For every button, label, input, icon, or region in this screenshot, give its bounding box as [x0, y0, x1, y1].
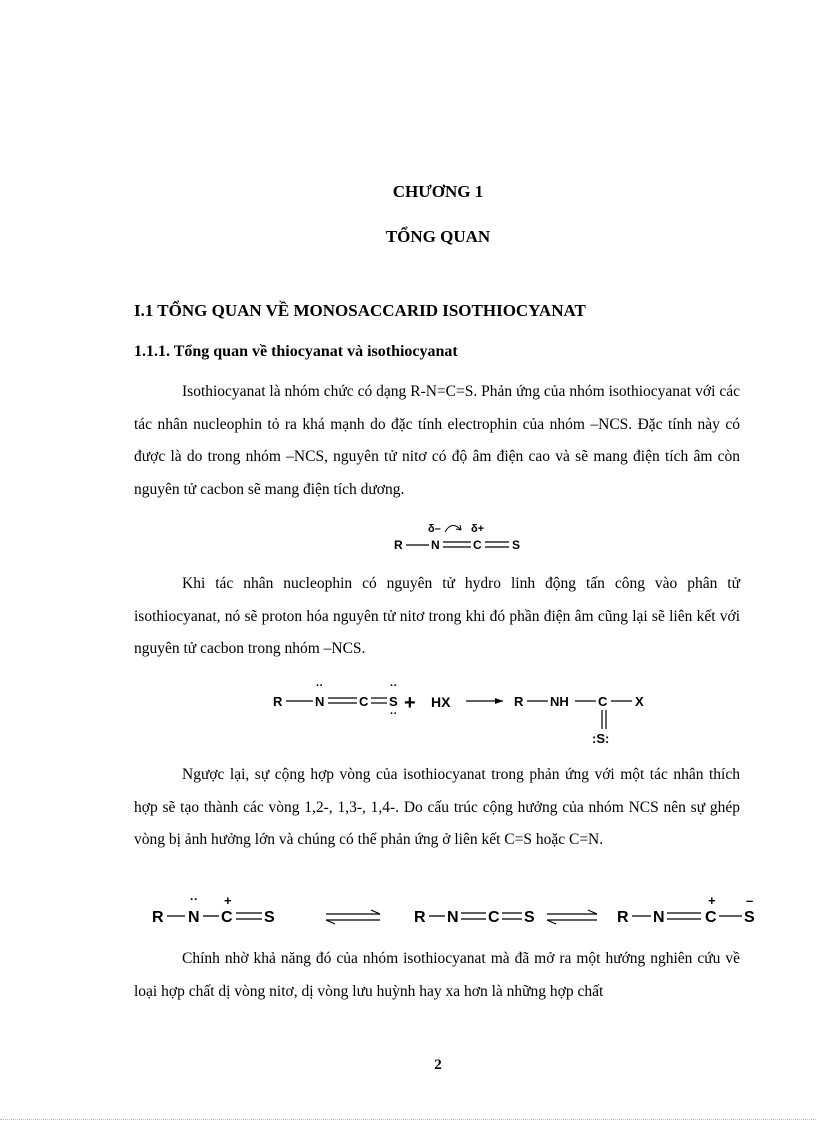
scheme2-n: N: [315, 694, 325, 709]
scheme3-b-n: N: [447, 909, 459, 926]
scheme2-product-x: X: [635, 694, 644, 709]
scheme3-a-c-plus: +: [224, 893, 232, 908]
scheme3-a-n: N: [188, 909, 200, 926]
page-bottom-divider: [0, 1119, 816, 1120]
paragraph-2: Khi tác nhân nucleophin có nguyên tử hydro linh động tấn công vào phân tử isothiocyanat, nó sẽ proton hóa nguyên tử nitơ trong khi đó phần điện âm cũng lại sẽ liên kết với nguyên tử cacbon trong nhóm –NCS.: [134, 575, 740, 657]
scheme2-product-r: R: [514, 694, 524, 709]
scheme3-c-s: S: [744, 909, 755, 926]
subsection-heading: 1.1.1. Tổng quan về thiocyanat và isothiocyanat: [134, 343, 458, 360]
scheme2-r: R: [273, 694, 283, 709]
scheme3-c-n: N: [653, 909, 665, 926]
paragraph-4: Chính nhờ khả năng đó của nhóm isothiocyanat mà đã mở ra một hướng nghiên cứu về loại hợp chất dị vòng nitơ, dị vòng lưu huỳnh hay xa hơn là những hợp chất: [134, 950, 740, 1000]
scheme3-b-s: S: [524, 909, 535, 926]
scheme1-s: S: [512, 538, 521, 552]
scheme2-product-nh: NH: [550, 694, 569, 709]
scheme1-delta-pos: δ+: [471, 523, 485, 535]
scheme2-n-dots: ··: [316, 680, 324, 692]
scheme3-a-n-dots: ··: [190, 892, 198, 906]
scheme3-b-r: R: [414, 909, 426, 926]
scheme2-product-c: C: [598, 694, 608, 709]
scheme2-product-s: :S:: [592, 731, 610, 746]
paragraph-3: Ngược lại, sự cộng hợp vòng của isothiocyanat trong phản ứng với một tác nhân thích hợp sẽ tạo thành các vòng 1,2-, 1,3-, 1,4-. Do cấu trúc cộng hưởng của nhóm NCS nên sự ghép vòng bị ảnh hưởng lớn và chúng có thể phản ứng ở liên kết C=S hoặc C=N.: [134, 766, 740, 848]
scheme1-r: R: [394, 538, 403, 552]
scheme3-a-r: R: [152, 909, 164, 926]
scheme3-c-r: R: [617, 909, 629, 926]
scheme1-c: C: [473, 538, 482, 552]
scheme3-c-c-plus: +: [708, 893, 716, 908]
scheme2-hx: HX: [431, 694, 451, 710]
paragraph-1: Isothiocyanat là nhóm chức có dạng R-N=C=S. Phản ứng của nhóm isothiocyanat với các tác nhân nucleophin tỏ ra khá mạnh do đặc tính electrophin của nhóm –NCS. Đặc tính này có được là do trong nhóm –NCS, nguyên tử nitơ có độ âm điện cao và sẽ mang điện tích âm còn nguyên tử cacbon sẽ mang điện tích dương.: [134, 383, 740, 498]
electron-arrow-icon: [445, 525, 461, 532]
scheme3-c-s-minus: –: [746, 893, 754, 908]
scheme3-a-s: S: [264, 909, 275, 926]
page-number: 2: [434, 1057, 442, 1073]
section-heading: I.1 TỔNG QUAN VỀ MONOSACCARID ISOTHIOCYANAT: [134, 301, 586, 320]
scheme2-plus: +: [404, 692, 416, 714]
scheme2-s-dots-bottom: ··: [390, 708, 398, 720]
scheme2-s-dots-top: ··: [390, 680, 398, 692]
scheme1-delta-neg: δ–: [428, 523, 441, 535]
scheme3-c-c: C: [705, 909, 717, 926]
scheme1-n: N: [431, 538, 440, 552]
chapter-label: CHƯƠNG 1: [392, 182, 484, 201]
scheme3-b-c: C: [488, 909, 500, 926]
chapter-title: TỔNG QUAN: [385, 227, 491, 246]
scheme3-a-c: C: [221, 909, 233, 926]
scheme2-s: S: [389, 694, 398, 709]
scheme2-c: C: [359, 694, 369, 709]
